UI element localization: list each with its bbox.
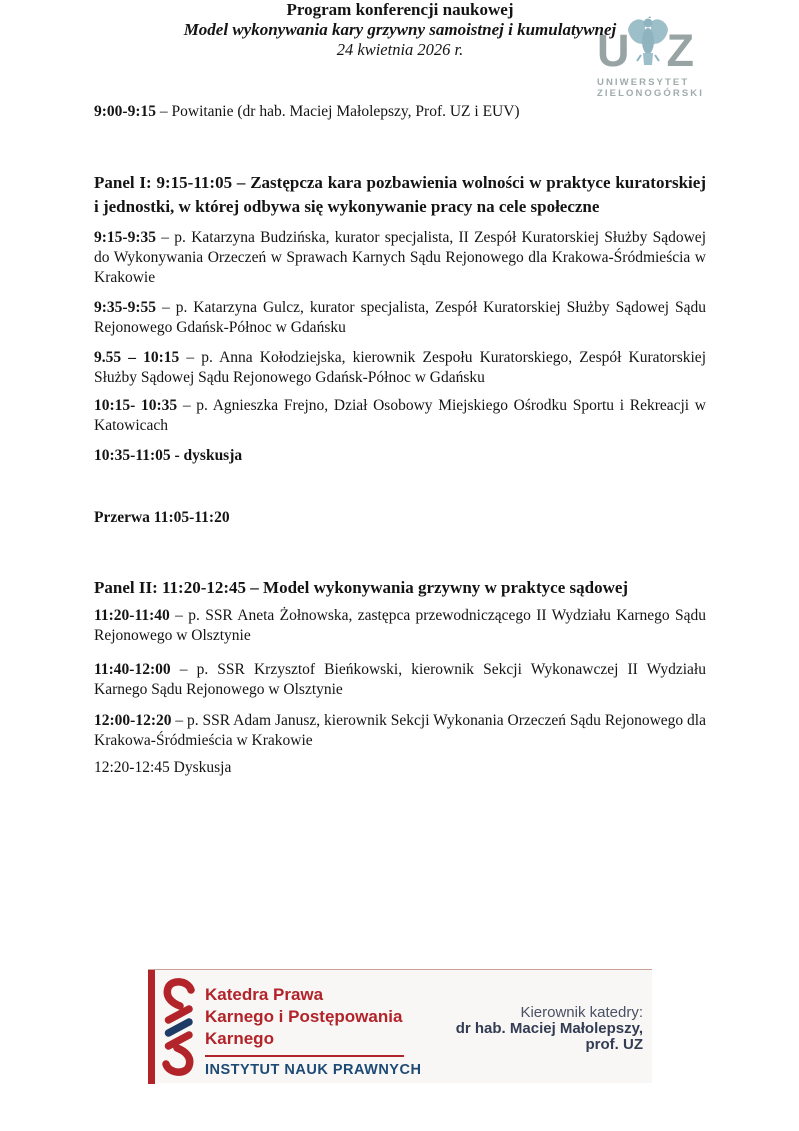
department-head-block	[456, 1005, 643, 1053]
banner-left-bar	[148, 970, 155, 1084]
time-range: 11:20-11:40	[94, 607, 170, 624]
time-range: 10:15- 10:35	[94, 397, 178, 414]
item-text: – p. Katarzyna Gulcz, kurator specjalista, Zespół Kuratorskiej Służby Sądowej Sądu Rejonowego Gdańsk-Północ w Gdańsku	[94, 299, 706, 336]
logo-letter-z: Z	[666, 25, 693, 77]
time-range: 12:00-12:20	[94, 712, 172, 729]
item-text: – p. SSR Adam Janusz, kierownik Sekcji Wykonania Orzeczeń Sądu Rejonowego dla Krakowa-Śródmieścia w Krakowie	[94, 712, 706, 749]
item-text: – Powitanie (dr hab. Maciej Małolepszy, Prof. UZ i EUV)	[156, 103, 520, 120]
paragraph-s-logo-icon	[162, 977, 195, 1077]
item-text: – p. SSR Krzysztof Bieńkowski, kierownik Sekcji Wykonawczej II Wydziału Karnego Sądu Rejonowego w Olsztynie	[94, 661, 706, 698]
department-block	[205, 984, 421, 1078]
department-divider	[205, 1055, 404, 1057]
item-text: – p. Agnieszka Frejno, Dział Osobowy Miejskiego Ośrodku Sportu i Rekreacji w Katowicach	[94, 397, 706, 434]
time-range: 9:35-9:55	[94, 299, 156, 316]
panel2-heading: Panel II: 11:20-12:45 – Model wykonywania grzywny w praktyce sądowej	[94, 578, 629, 597]
schedule-item-welcome	[94, 102, 706, 122]
schedule-item	[94, 348, 706, 388]
time-range: 9:15-9:35	[94, 229, 156, 246]
head-label: Kierownik katedry:	[520, 1004, 643, 1021]
schedule-item	[94, 298, 706, 338]
department-name-line2: Karnego i Postępowania	[205, 1007, 403, 1026]
department-name-line3: Karnego	[205, 1029, 274, 1048]
schedule-item	[94, 660, 706, 700]
department-banner	[148, 969, 652, 1083]
university-name-line2: ZIELONOGÓRSKI	[597, 88, 704, 99]
schedule-item	[94, 711, 706, 751]
institute-name: INSTYTUT NAUK PRAWNYCH	[205, 1062, 422, 1078]
time-range: 11:40-12:00	[94, 661, 171, 678]
university-name-line1: UNIWERSYTET	[597, 77, 690, 88]
panel1-discussion: 10:35-11:05 - dyskusja	[94, 447, 243, 464]
break-line: Przerwa 11:05-11:20	[94, 509, 230, 526]
conference-subtitle: Model wykonywania kary grzywny samoistnej i kumulatywnej	[183, 20, 617, 39]
panel1-heading: Panel I: 9:15-11:05 – Zastępcza kara pozbawienia wolności w praktyce kuratorskiej i jednostki, w której odbywa się wykonywanie pracy na cele społeczne	[94, 173, 706, 216]
page-title: Program konferencji naukowej	[286, 0, 514, 19]
department-name-line1: Katedra Prawa	[205, 985, 324, 1004]
time-range: 9.55 – 10:15	[94, 349, 180, 366]
item-text: – p. Katarzyna Budzińska, kurator specjalista, II Zespół Kuratorskiej Służby Sądowej do Wykonywania Orzeczeń w Sprawach Karnych Sądu Rejonowego dla Krakowa-Śródmieścia w Krakowie	[94, 229, 706, 286]
schedule-item	[94, 606, 706, 646]
head-name-line1: dr hab. Maciej Małolepszy,	[455, 1020, 643, 1037]
schedule-item	[94, 228, 706, 288]
program-content	[94, 0, 706, 778]
schedule-item	[94, 396, 706, 436]
panel2-discussion: 12:20-12:45 Dyskusja	[94, 759, 232, 776]
logo-letter-u: U	[597, 25, 629, 77]
item-text: – p. SSR Aneta Żołnowska, zastępca przewodniczącego II Wydziału Karnego Sądu Rejonowego w Olsztynie	[94, 607, 706, 644]
time-range: 9:00-9:15	[94, 103, 156, 120]
head-name-line2: prof. UZ	[585, 1036, 643, 1053]
item-text: – p. Anna Kołodziejska, kierownik Zespołu Kuratorskiego, Zespół Kuratorskiej Służby Sądowej Sądu Rejonowego Gdańsk-Północ w Gdańsku	[94, 349, 706, 386]
conference-date: 24 kwietnia 2026 r.	[336, 40, 464, 59]
